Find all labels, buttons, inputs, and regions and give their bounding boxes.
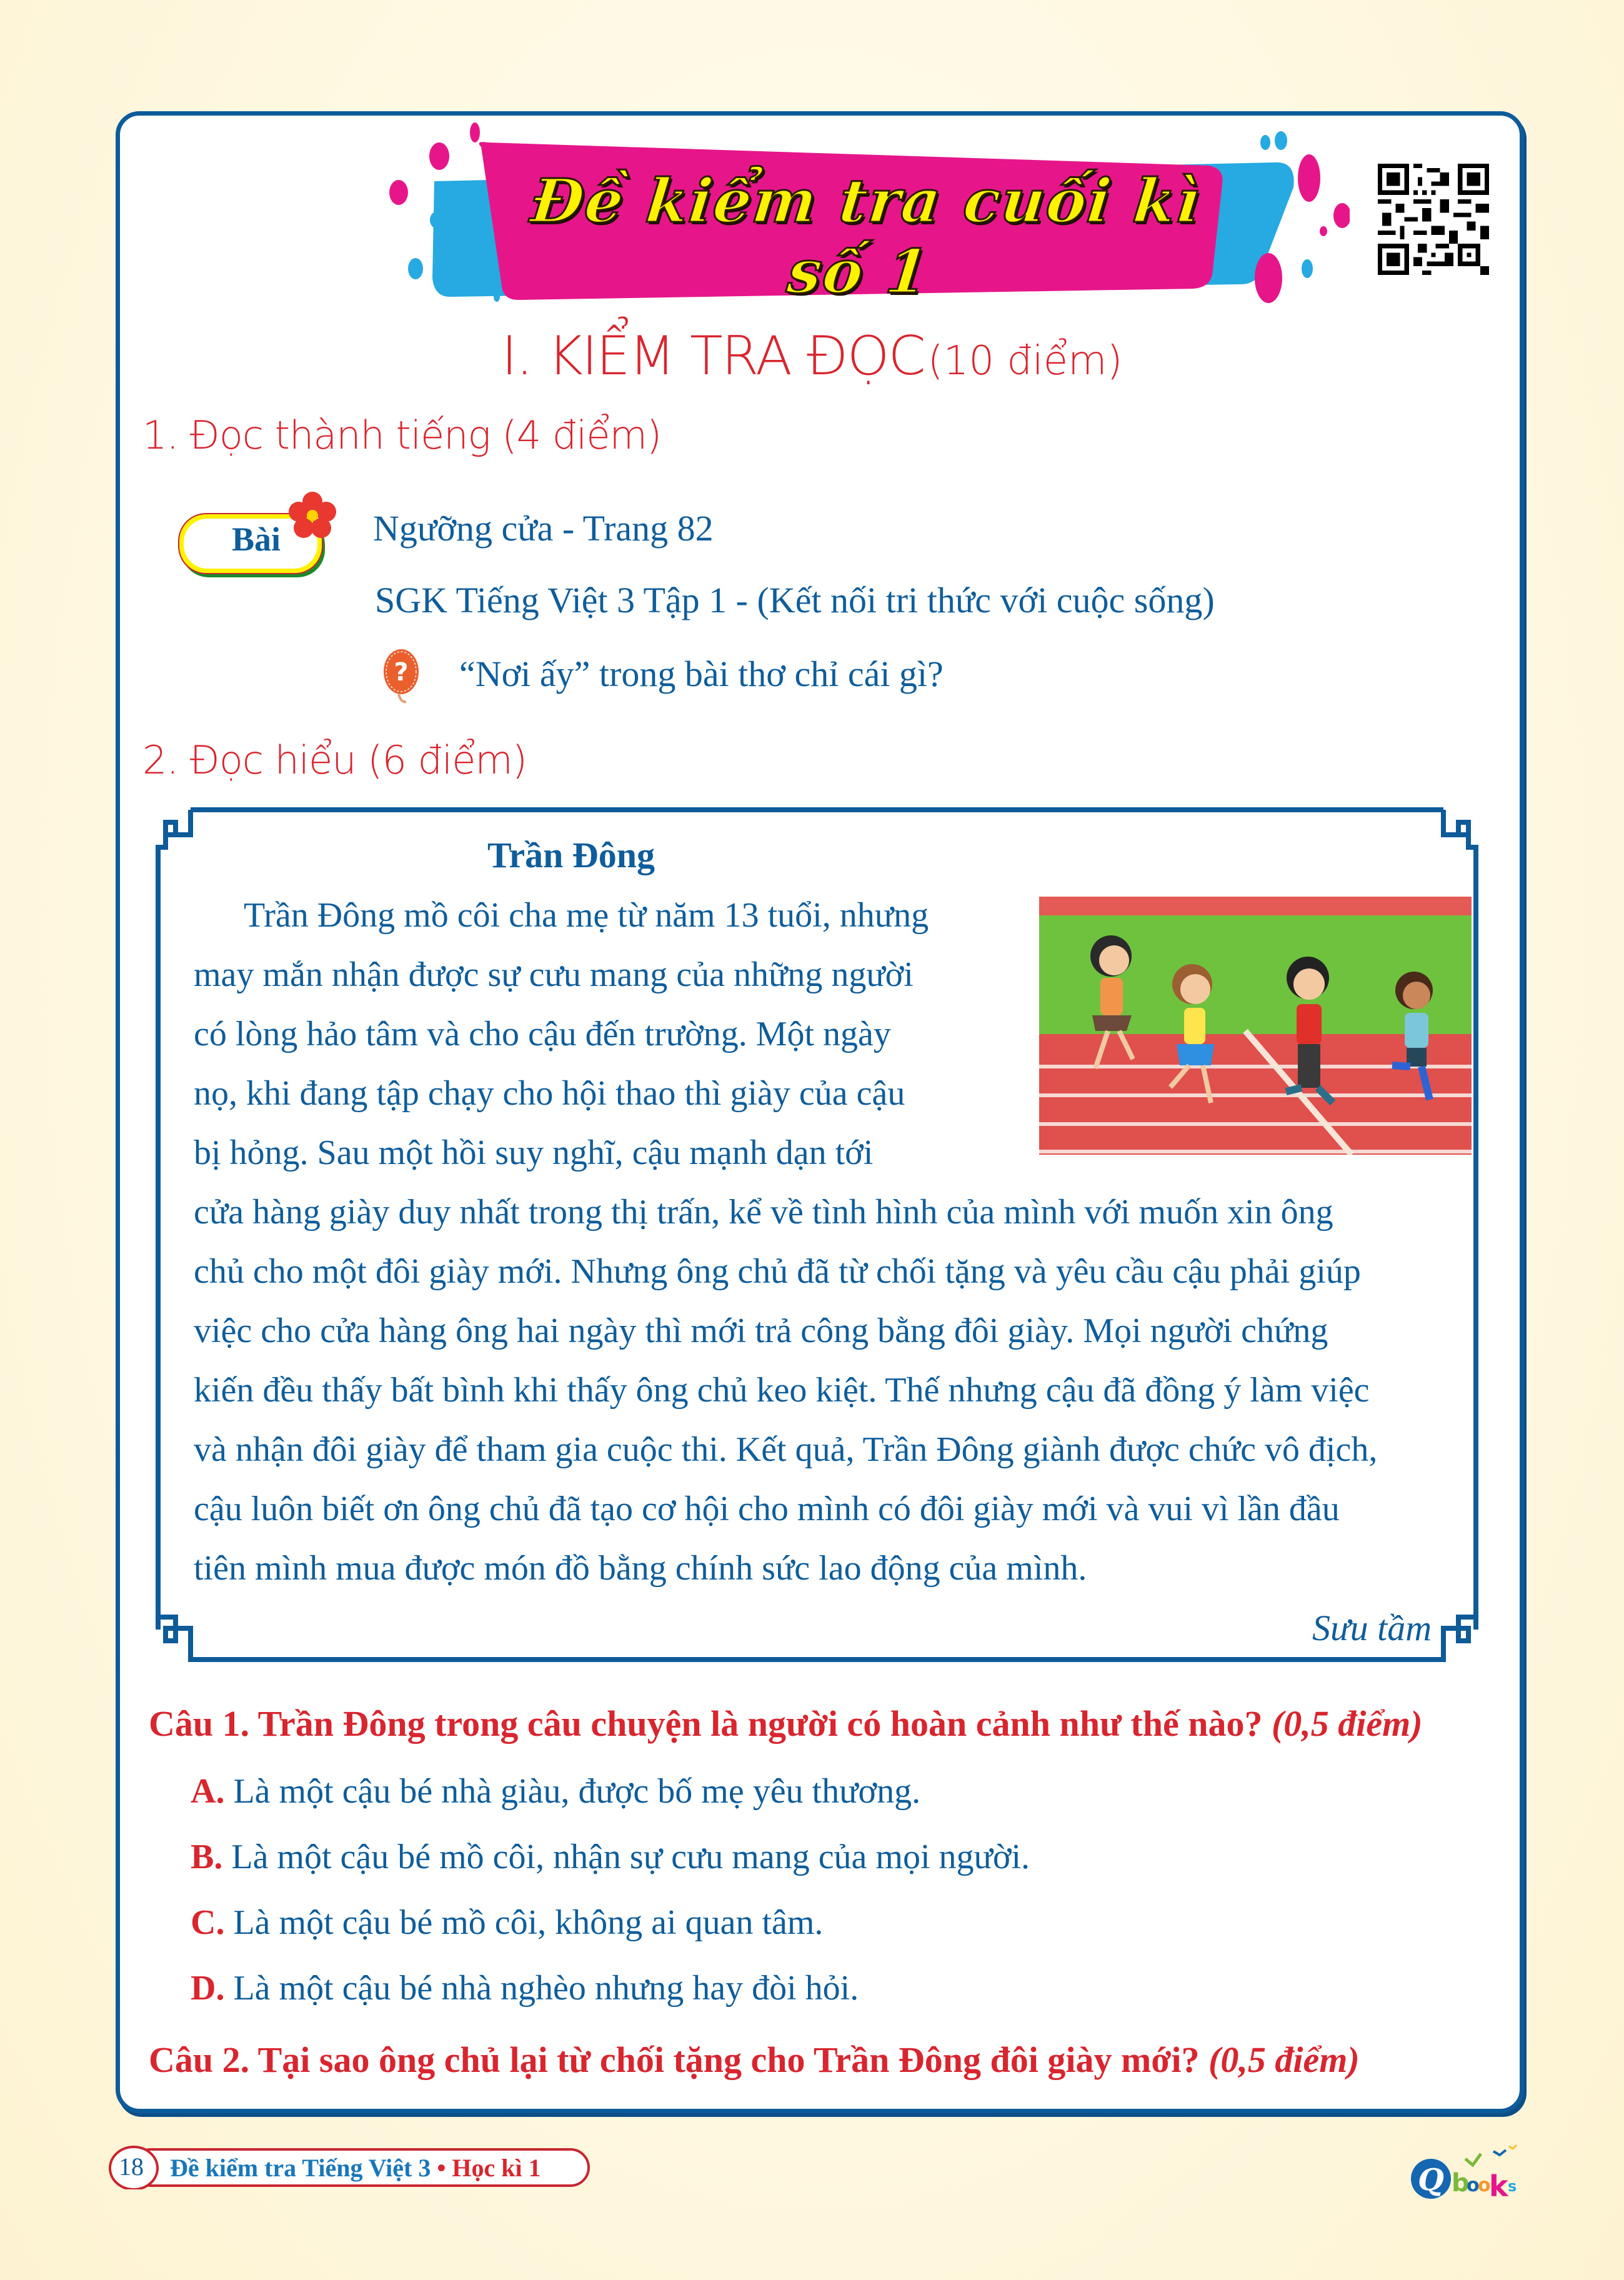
svg-text:o: o — [1467, 2174, 1480, 2196]
semester-label: Học kì 1 — [452, 2154, 541, 2182]
svg-text:o: o — [1478, 2174, 1491, 2196]
svg-text:?: ? — [394, 658, 409, 687]
footer-title — [170, 2153, 541, 2183]
story-line: may mắn nhận được sự cưu mang của những người — [194, 955, 914, 994]
option-text: Là một cậu bé mồ côi, không ai quan tâm. — [233, 1903, 824, 1942]
option-b[interactable] — [191, 1837, 1030, 1877]
svg-text:b: b — [1452, 2169, 1470, 2198]
section-points: (10 điểm) — [927, 338, 1123, 384]
part2-heading: 2. Đọc hiểu (6 điểm) — [142, 737, 527, 783]
option-text: Là một cậu bé nhà giàu, được bố mẹ yêu thương. — [233, 1772, 921, 1811]
part1-heading: 1. Đọc thành tiếng (4 điểm) — [142, 412, 662, 458]
story-line: có lòng hảo tâm và cho cậu đến trường. Một ngày — [194, 1015, 891, 1053]
question-1-points: (0,5 điểm) — [1271, 1703, 1423, 1744]
banner-title: Đề kiểm tra cuối kì số 1 — [527, 166, 1205, 307]
story-line: và nhận đôi giày để tham gia cuộc thi. Kết quả, Trần Đông giành được chức vô địch, — [194, 1430, 1378, 1469]
textbook-reference: SGK Tiếng Việt 3 Tập 1 - (Kết nối tri thức với cuộc sống) — [375, 580, 1215, 620]
option-letter: D. — [191, 1969, 225, 2008]
svg-text:Q: Q — [1418, 2163, 1444, 2198]
option-d[interactable] — [191, 1968, 859, 2008]
story-line: việc cho cửa hàng ông hai ngày thì mới trả công bằng đôi giày. Mọi người chứng — [194, 1312, 1328, 1350]
svg-text:s: s — [1508, 2178, 1517, 2195]
option-text: Là một cậu bé mồ côi, nhận sự cưu mang của mọi người. — [231, 1838, 1030, 1876]
option-letter: B. — [191, 1838, 223, 1876]
option-letter: A. — [191, 1772, 225, 1811]
qr-code-icon — [1378, 164, 1489, 275]
question-1 — [149, 1703, 1423, 1745]
question-2 — [149, 2039, 1360, 2081]
option-c[interactable] — [191, 1903, 823, 1943]
story-line: nọ, khi đang tập chạy cho hội thao thì giày của cậu — [194, 1074, 905, 1113]
footer-separator: • — [437, 2154, 446, 2182]
reading-question: “Nơi ấy” trong bài thơ chỉ cái gì? — [459, 654, 944, 694]
story-line: bị hỏng. Sau một hồi suy nghĩ, cậu mạnh dạn tới — [194, 1133, 874, 1172]
question-2-points: (0,5 điểm) — [1208, 2039, 1360, 2080]
page-number: 18 — [119, 2153, 144, 2181]
story-credit: Sưu tầm — [1312, 1608, 1432, 1648]
section-heading — [0, 325, 1624, 387]
lesson-title: Ngưỡng cửa - Trang 82 — [373, 508, 714, 549]
story-line: chủ cho một đôi giày mới. Nhưng ông chủ đã từ chối tặng và yêu cầu cậu phải giúp — [194, 1252, 1361, 1291]
story-line: Trần Đông mồ côi cha mẹ từ năm 13 tuổi, nhưng — [244, 896, 929, 935]
story-line: tiên mình mua được món đồ bằng chính sức lao động của mình. — [194, 1549, 1087, 1588]
book-title: Đề kiểm tra Tiếng Việt 3 — [170, 2154, 431, 2182]
question-mark-icon — [382, 648, 420, 704]
story-line: cậu luôn biết ơn ông chủ đã tạo cơ hội cho mình có đôi giày mới và vui vì lần đầu — [194, 1490, 1340, 1528]
question-2-text: Câu 2. Tại sao ông chủ lại từ chối tặng cho Trần Đông đôi giày mới? — [149, 2039, 1200, 2080]
lesson-badge-label: Bài — [231, 520, 281, 558]
option-text: Là một cậu bé nhà nghèo nhưng hay đòi hỏi. — [233, 1969, 859, 2008]
children-running-illustration — [1039, 897, 1472, 1155]
story-line: cửa hàng giày duy nhất trong thị trấn, kể về tình hình của mình với muốn xin ông — [194, 1193, 1333, 1232]
qbooks-logo-icon — [1403, 2140, 1528, 2209]
svg-text:k: k — [1489, 2169, 1508, 2203]
option-letter: C. — [191, 1903, 225, 1942]
question-1-text: Câu 1. Trần Đông trong câu chuyện là người có hoàn cảnh như thế nào? — [149, 1703, 1263, 1744]
option-a[interactable] — [191, 1771, 920, 1811]
story-line: kiến đều thấy bất bình khi thấy ông chủ keo kiệt. Thế nhưng cậu đã đồng ý làm việc — [194, 1371, 1370, 1410]
section-title: I. KIỂM TRA ĐỌC — [501, 325, 925, 387]
story-title: Trần Đông — [487, 835, 655, 875]
